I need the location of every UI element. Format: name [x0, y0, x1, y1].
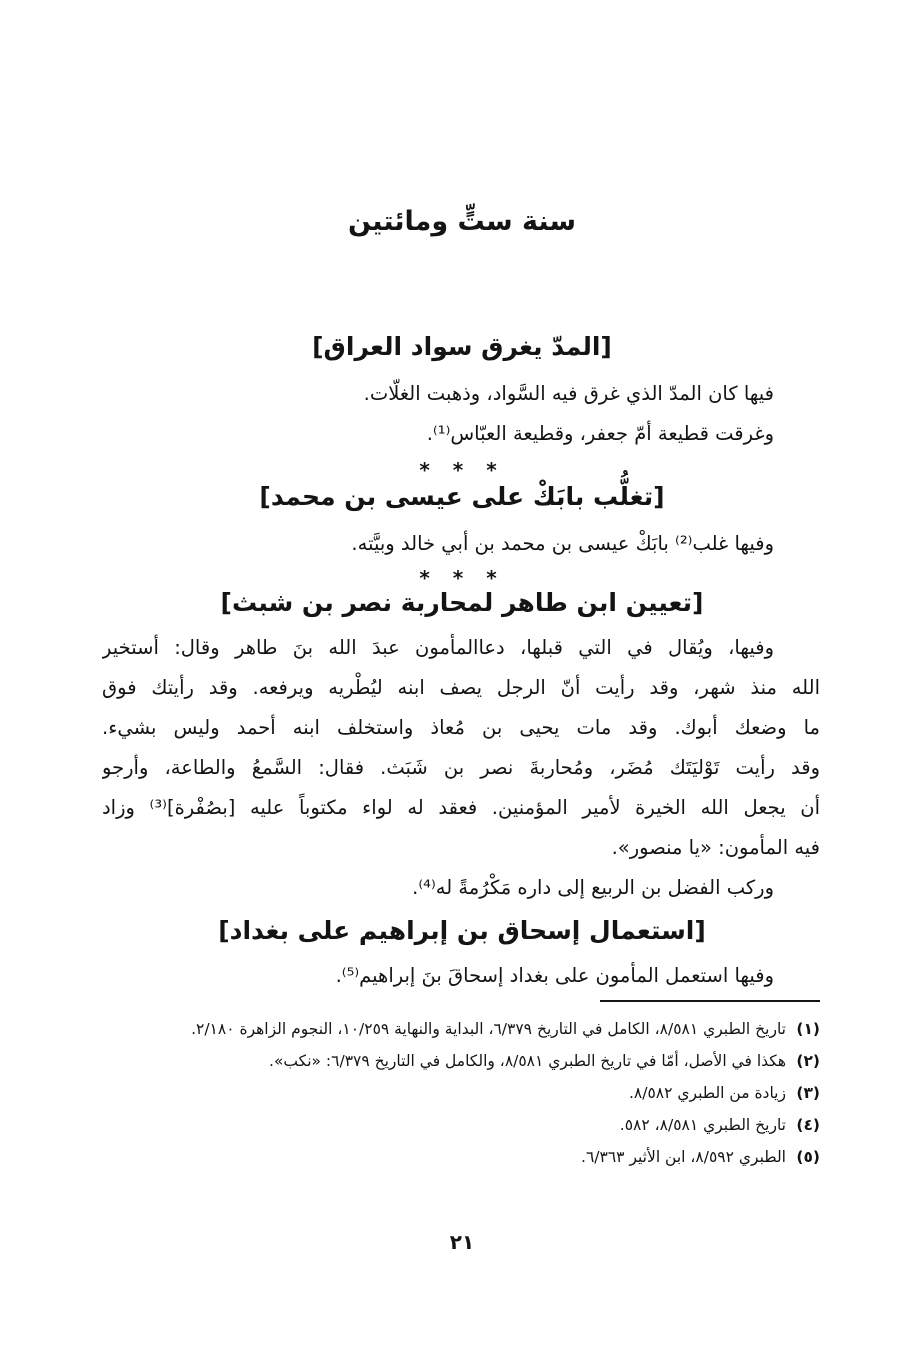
footnote: [102, 1080, 820, 1106]
paragraph-line: فيها كان المدّ الذي غرق فيه السَّواد، وذهبت الغلّات.: [363, 382, 774, 405]
paragraph-line: وغرقت قطيعة أمّ جعفر، وقطيعة العبّاس⁽¹⁾.: [426, 422, 774, 445]
footnote: [102, 1112, 820, 1138]
paragraph-line: وفيها استعمل المأمون على بغداد إسحاقَ بنَ إبراهيم⁽⁵⁾.: [335, 964, 774, 987]
footnote: [102, 1144, 820, 1170]
page-number: ٢١: [449, 1230, 475, 1254]
footnote-text: هكذا في الأصل، أمّا في تاريخ الطبري ٨/٥٨١، والكامل في التاريخ ٦/٣٧٩: «نكب».: [269, 1052, 786, 1070]
footnote-number: (٤): [796, 1116, 820, 1134]
paragraph-line: وفيها، ويُقال في التي قبلها، دعاالمأمون عبدَ الله بنَ طاهر وقال: أستخير: [102, 636, 774, 659]
section-heading-flood: [المدّ يغرق سواد العراق]: [312, 332, 612, 361]
footnote-number: (٥): [796, 1148, 820, 1166]
paragraph-line: أن يجعل الله الخيرة لأمير المؤمنين. فعقد له لواء مكتوباً عليه [بصُفْرة]⁽³⁾ وزاد: [102, 796, 820, 819]
chapter-title: سنة ستٍّ ومائتين: [348, 206, 576, 237]
footnote-text: زيادة من الطبري ٨/٥٨٢.: [628, 1084, 786, 1102]
footnote-number: (١): [796, 1020, 820, 1038]
section-heading-babak: [تغلُّب بابَكْ على عيسى بن محمد]: [259, 482, 665, 511]
paragraph-line: وركب الفضل بن الربيع إلى داره مَكْرُمةً له⁽⁴⁾.: [412, 876, 774, 899]
section-heading-ibn-tahir: [تعيين ابن طاهر لمحاربة نصر بن شبث]: [220, 588, 704, 617]
footnote-divider: [600, 1000, 820, 1002]
section-body-ibn-tahir: [102, 628, 820, 908]
paragraph-line: فيه المأمون: «يا منصور».: [611, 836, 820, 859]
footnote-number: (٢): [796, 1052, 820, 1070]
footnote-text: تاريخ الطبري ٨/٥٨١، ٥٨٢.: [619, 1116, 786, 1134]
footnote-text: تاريخ الطبري ٨/٥٨١، الكامل في التاريخ ٦/٣٧٩، البداية والنهاية ١٠/٢٥٩، النجوم الزاهرة ٢/١٨٠.: [191, 1020, 786, 1038]
paragraph-line: ما وضعك أبوك. وقد مات يحيى بن مُعاذ واستخلف ابنه أحمد وليس بشيء.: [102, 716, 820, 739]
paragraph-line: الله منذ شهر، وقد رأيت أنّ الرجل يصف ابنه ليُطْريه ويرفعه. وقد رأيتك فوق: [102, 676, 820, 699]
footnote-number: (٣): [796, 1084, 820, 1102]
section-separator: * * *: [419, 458, 505, 482]
paragraph-line: وقد رأيت تَوْليَتَك مُضَر، ومُحاربةَ نصر بن شَبَث. فقال: السَّمعُ والطاعة، وأرجو: [102, 756, 820, 779]
paragraph-line: وفيها غلب⁽²⁾ بابَكْ عيسى بن محمد بن أبي خالد وبيَّته.: [351, 532, 774, 555]
footnotes: [102, 1016, 820, 1176]
section-separator: * * *: [419, 566, 505, 590]
section-body-flood: [102, 374, 820, 454]
footnote: [102, 1048, 820, 1074]
section-heading-ishaq: [استعمال إسحاق بن إبراهيم على بغداد]: [218, 916, 706, 945]
section-body-ishaq: [102, 956, 820, 996]
footnote: [102, 1016, 820, 1042]
footnote-text: الطبري ٨/٥٩٢، ابن الأثير ٦/٣٦٣.: [581, 1148, 786, 1166]
section-body-babak: [102, 524, 820, 564]
